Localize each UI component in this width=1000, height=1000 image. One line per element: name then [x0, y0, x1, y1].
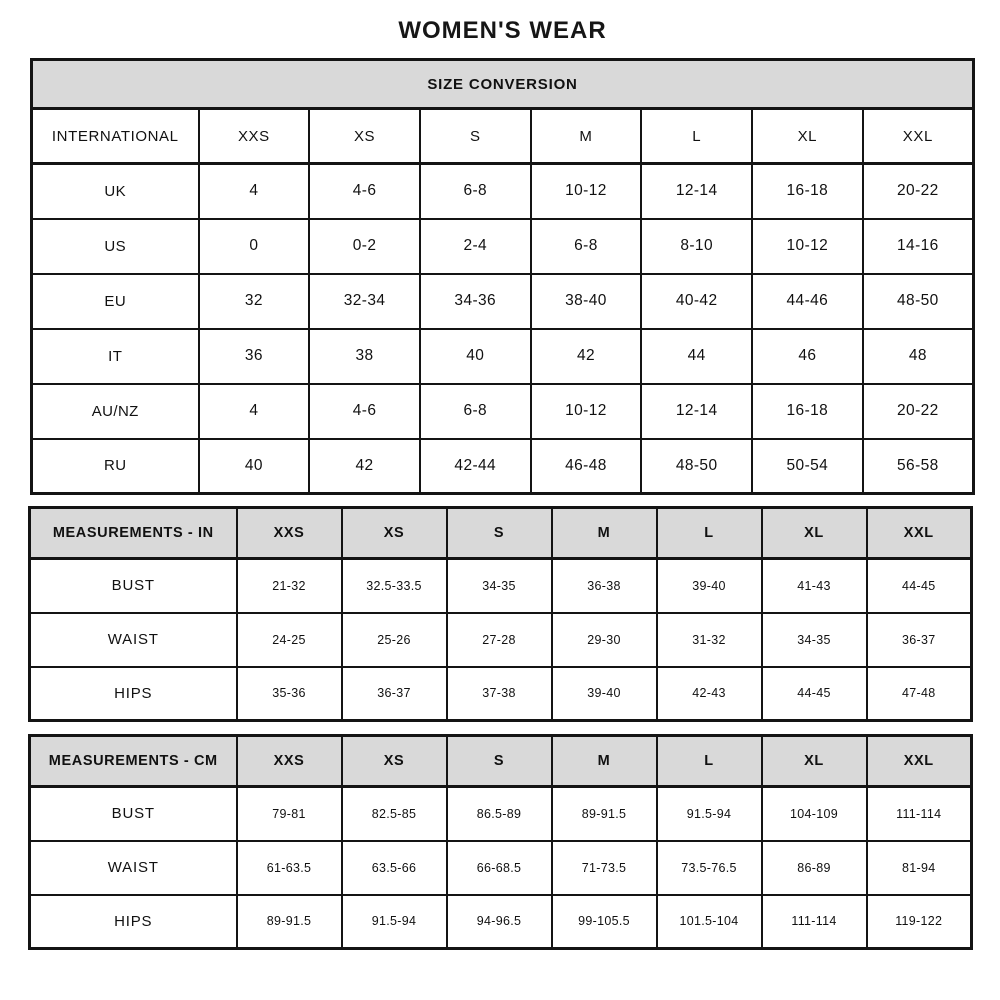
- measurements-in-table: [28, 506, 973, 722]
- measurements-cm-header-cell: M: [552, 736, 657, 787]
- value-cell: 91.5-94: [342, 895, 447, 949]
- value-cell: 66-68.5: [447, 841, 552, 895]
- size-conversion-header-row: [32, 109, 974, 164]
- size-conversion-body: [32, 164, 974, 494]
- value-cell: 29-30: [552, 613, 657, 667]
- value-cell: 99-105.5: [552, 895, 657, 949]
- measurements-cm-header-cell: XL: [762, 736, 867, 787]
- value-cell: 42-44: [420, 439, 531, 494]
- measurements-in-header-cell: XL: [762, 508, 867, 559]
- value-cell: 56-58: [863, 439, 974, 494]
- table-row: [32, 439, 974, 494]
- measurements-cm-header-cell: XS: [342, 736, 447, 787]
- value-cell: 41-43: [762, 559, 867, 613]
- table-row: [32, 384, 974, 439]
- measurements-in-header-cell: L: [657, 508, 762, 559]
- measurements-in-header-cell: M: [552, 508, 657, 559]
- value-cell: 46: [752, 329, 863, 384]
- size-conversion-banner-row: [32, 60, 974, 109]
- value-cell: 63.5-66: [342, 841, 447, 895]
- value-cell: 44-45: [867, 559, 972, 613]
- value-cell: 46-48: [531, 439, 642, 494]
- table-row: [30, 559, 972, 613]
- value-cell: 27-28: [447, 613, 552, 667]
- page-title: WOMEN'S WEAR: [398, 17, 607, 44]
- value-cell: 37-38: [447, 667, 552, 721]
- table-row: [30, 895, 972, 949]
- row-label: WAIST: [30, 841, 237, 895]
- value-cell: 25-26: [342, 613, 447, 667]
- value-cell: 12-14: [641, 384, 752, 439]
- value-cell: 39-40: [657, 559, 762, 613]
- measurements-cm-header-row: [30, 736, 972, 787]
- value-cell: 81-94: [867, 841, 972, 895]
- value-cell: 48-50: [863, 274, 974, 329]
- value-cell: 36-37: [867, 613, 972, 667]
- measurements-cm-table: [28, 734, 973, 950]
- value-cell: 111-114: [762, 895, 867, 949]
- value-cell: 79-81: [237, 787, 342, 841]
- value-cell: 32-34: [309, 274, 420, 329]
- value-cell: 32.5-33.5: [342, 559, 447, 613]
- row-label: AU/NZ: [32, 384, 199, 439]
- measurements-in-header-cell: MEASUREMENTS - IN: [30, 508, 237, 559]
- value-cell: 16-18: [752, 164, 863, 219]
- measurements-cm-header-cell: L: [657, 736, 762, 787]
- measurements-cm-body: [30, 787, 972, 949]
- value-cell: 0: [199, 219, 310, 274]
- value-cell: 16-18: [752, 384, 863, 439]
- value-cell: 34-35: [762, 613, 867, 667]
- value-cell: 101.5-104: [657, 895, 762, 949]
- table-row: [32, 164, 974, 219]
- measurements-in-body: [30, 559, 972, 721]
- value-cell: 4-6: [309, 164, 420, 219]
- value-cell: 40-42: [641, 274, 752, 329]
- table-row: [30, 787, 972, 841]
- value-cell: 36-38: [552, 559, 657, 613]
- value-cell: 44-46: [752, 274, 863, 329]
- size-conversion-header-cell: INTERNATIONAL: [32, 109, 199, 164]
- value-cell: 32: [199, 274, 310, 329]
- value-cell: 6-8: [420, 384, 531, 439]
- value-cell: 34-36: [420, 274, 531, 329]
- size-conversion-header-cell: M: [531, 109, 642, 164]
- value-cell: 36-37: [342, 667, 447, 721]
- value-cell: 89-91.5: [552, 787, 657, 841]
- value-cell: 42-43: [657, 667, 762, 721]
- value-cell: 47-48: [867, 667, 972, 721]
- row-label: EU: [32, 274, 199, 329]
- value-cell: 21-32: [237, 559, 342, 613]
- value-cell: 39-40: [552, 667, 657, 721]
- row-label: BUST: [30, 559, 237, 613]
- size-conversion-header-cell: XS: [309, 109, 420, 164]
- size-conversion-header-cell: XL: [752, 109, 863, 164]
- measurements-in-header-row: [30, 508, 972, 559]
- value-cell: 86.5-89: [447, 787, 552, 841]
- value-cell: 20-22: [863, 384, 974, 439]
- value-cell: 48: [863, 329, 974, 384]
- value-cell: 42: [531, 329, 642, 384]
- value-cell: 35-36: [237, 667, 342, 721]
- value-cell: 10-12: [752, 219, 863, 274]
- value-cell: 10-12: [531, 164, 642, 219]
- table-row: [32, 219, 974, 274]
- measurements-cm-header-cell: S: [447, 736, 552, 787]
- measurements-in-header-cell: XXL: [867, 508, 972, 559]
- value-cell: 104-109: [762, 787, 867, 841]
- value-cell: 6-8: [531, 219, 642, 274]
- row-label: HIPS: [30, 895, 237, 949]
- value-cell: 12-14: [641, 164, 752, 219]
- value-cell: 86-89: [762, 841, 867, 895]
- value-cell: 14-16: [863, 219, 974, 274]
- value-cell: 0-2: [309, 219, 420, 274]
- value-cell: 4-6: [309, 384, 420, 439]
- value-cell: 24-25: [237, 613, 342, 667]
- size-conversion-header-cell: L: [641, 109, 752, 164]
- size-conversion-banner: SIZE CONVERSION: [32, 60, 974, 109]
- value-cell: 4: [199, 384, 310, 439]
- table-row: [32, 329, 974, 384]
- value-cell: 31-32: [657, 613, 762, 667]
- value-cell: 20-22: [863, 164, 974, 219]
- value-cell: 8-10: [641, 219, 752, 274]
- value-cell: 38-40: [531, 274, 642, 329]
- value-cell: 94-96.5: [447, 895, 552, 949]
- size-conversion-header-cell: XXS: [199, 109, 310, 164]
- table-row: [32, 274, 974, 329]
- value-cell: 44-45: [762, 667, 867, 721]
- value-cell: 119-122: [867, 895, 972, 949]
- value-cell: 38: [309, 329, 420, 384]
- value-cell: 91.5-94: [657, 787, 762, 841]
- value-cell: 44: [641, 329, 752, 384]
- measurements-in-header-cell: XXS: [237, 508, 342, 559]
- measurements-in-header-cell: XS: [342, 508, 447, 559]
- value-cell: 48-50: [641, 439, 752, 494]
- value-cell: 111-114: [867, 787, 972, 841]
- measurements-in-header-cell: S: [447, 508, 552, 559]
- size-conversion-table: [30, 58, 975, 495]
- table-row: [30, 667, 972, 721]
- row-label: UK: [32, 164, 199, 219]
- value-cell: 10-12: [531, 384, 642, 439]
- value-cell: 71-73.5: [552, 841, 657, 895]
- value-cell: 36: [199, 329, 310, 384]
- row-label: BUST: [30, 787, 237, 841]
- row-label: US: [32, 219, 199, 274]
- row-label: IT: [32, 329, 199, 384]
- value-cell: 40: [420, 329, 531, 384]
- value-cell: 61-63.5: [237, 841, 342, 895]
- size-conversion-header-cell: XXL: [863, 109, 974, 164]
- value-cell: 73.5-76.5: [657, 841, 762, 895]
- value-cell: 40: [199, 439, 310, 494]
- measurements-cm-header-cell: MEASUREMENTS - CM: [30, 736, 237, 787]
- value-cell: 2-4: [420, 219, 531, 274]
- measurements-cm-header-cell: XXS: [237, 736, 342, 787]
- value-cell: 6-8: [420, 164, 531, 219]
- value-cell: 50-54: [752, 439, 863, 494]
- value-cell: 89-91.5: [237, 895, 342, 949]
- value-cell: 34-35: [447, 559, 552, 613]
- row-label: HIPS: [30, 667, 237, 721]
- value-cell: 82.5-85: [342, 787, 447, 841]
- row-label: WAIST: [30, 613, 237, 667]
- measurements-cm-header-cell: XXL: [867, 736, 972, 787]
- table-row: [30, 613, 972, 667]
- size-conversion-header-cell: S: [420, 109, 531, 164]
- table-row: [30, 841, 972, 895]
- row-label: RU: [32, 439, 199, 494]
- value-cell: 42: [309, 439, 420, 494]
- value-cell: 4: [199, 164, 310, 219]
